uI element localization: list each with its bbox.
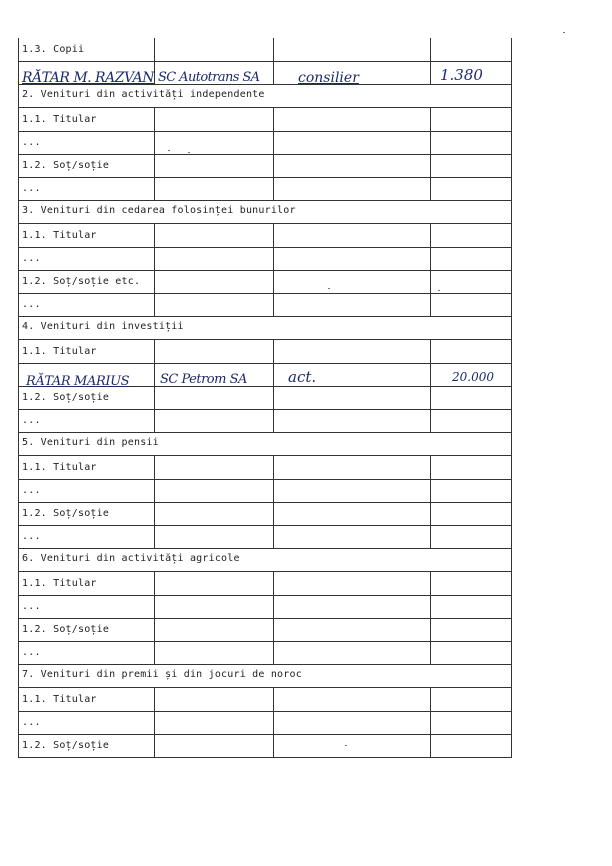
column-divider bbox=[18, 200, 19, 223]
column-divider bbox=[273, 61, 274, 84]
column-divider bbox=[18, 363, 19, 386]
column-divider bbox=[154, 177, 155, 200]
scan-speck bbox=[438, 290, 440, 291]
column-divider bbox=[273, 479, 274, 502]
column-divider bbox=[511, 154, 512, 177]
column-divider bbox=[511, 270, 512, 293]
handwritten-source-2: SC Petrom SA bbox=[160, 372, 247, 387]
handwritten-source-1: SC Autotrans SA bbox=[158, 70, 260, 85]
column-divider bbox=[273, 734, 274, 757]
column-divider bbox=[273, 456, 274, 479]
row-label: 1.2. Soț/soție bbox=[22, 740, 110, 751]
column-divider bbox=[511, 688, 512, 711]
column-divider bbox=[430, 340, 431, 363]
handwritten-name-2: RĂTAR MARIUS bbox=[26, 374, 130, 389]
column-divider bbox=[154, 595, 155, 618]
column-divider bbox=[18, 409, 19, 432]
table-row bbox=[18, 108, 512, 132]
column-divider bbox=[154, 247, 155, 270]
column-divider bbox=[511, 386, 512, 409]
section-header-row bbox=[18, 316, 512, 340]
scan-speck bbox=[345, 745, 347, 746]
column-divider bbox=[511, 618, 512, 641]
row-label: 1.3. Copii bbox=[22, 44, 85, 55]
column-divider bbox=[154, 61, 155, 84]
column-divider bbox=[18, 247, 19, 270]
table-row bbox=[18, 386, 512, 410]
row-label: ... bbox=[22, 600, 41, 612]
column-divider bbox=[430, 618, 431, 641]
row-label: ... bbox=[22, 531, 41, 543]
column-divider bbox=[18, 224, 19, 247]
column-divider bbox=[18, 595, 19, 618]
column-divider bbox=[273, 270, 274, 293]
column-divider bbox=[18, 131, 19, 154]
column-divider bbox=[18, 641, 19, 664]
column-divider bbox=[18, 386, 19, 409]
column-divider bbox=[511, 479, 512, 502]
column-divider bbox=[154, 293, 155, 316]
column-divider bbox=[154, 386, 155, 409]
column-divider bbox=[273, 572, 274, 595]
column-divider bbox=[511, 548, 512, 571]
section-title: 6. Venituri din activități agricole bbox=[22, 553, 240, 565]
column-divider bbox=[18, 525, 19, 548]
column-divider bbox=[154, 270, 155, 293]
column-divider bbox=[154, 688, 155, 711]
table-row bbox=[18, 247, 512, 271]
column-divider bbox=[273, 641, 274, 664]
row-label: 1.2. Soț/soție bbox=[22, 624, 110, 635]
column-divider bbox=[273, 38, 274, 61]
column-divider bbox=[18, 688, 19, 711]
column-divider bbox=[511, 61, 512, 84]
row-label: 1.2. Soț/soție bbox=[22, 160, 110, 171]
column-divider bbox=[154, 711, 155, 734]
row-label: ... bbox=[22, 647, 41, 659]
row-label: 1.1. Titular bbox=[22, 229, 97, 241]
column-divider bbox=[511, 525, 512, 548]
column-divider bbox=[511, 340, 512, 363]
column-divider bbox=[154, 108, 155, 131]
column-divider bbox=[430, 479, 431, 502]
section-header-row bbox=[18, 664, 512, 688]
column-divider bbox=[511, 664, 512, 687]
column-divider bbox=[430, 293, 431, 316]
column-divider bbox=[430, 641, 431, 664]
table-row bbox=[18, 502, 512, 526]
column-divider bbox=[511, 595, 512, 618]
column-divider bbox=[154, 618, 155, 641]
column-divider bbox=[430, 386, 431, 409]
column-divider bbox=[273, 108, 274, 131]
table-row bbox=[18, 595, 512, 619]
row-label: 1.1. Titular bbox=[22, 693, 97, 705]
section-title: 5. Venituri din pensii bbox=[22, 437, 159, 449]
column-divider bbox=[430, 711, 431, 734]
row-label: 1.1. Titular bbox=[22, 113, 97, 125]
table-row bbox=[18, 641, 512, 665]
table-row bbox=[18, 38, 512, 62]
scan-speck bbox=[168, 150, 170, 151]
handwritten-name-1: RĂTAR M. RAZVAN bbox=[22, 70, 154, 86]
column-divider bbox=[430, 734, 431, 757]
column-divider bbox=[511, 200, 512, 223]
column-divider bbox=[511, 363, 512, 386]
column-divider bbox=[154, 154, 155, 177]
table-row bbox=[18, 177, 512, 201]
row-label: ... bbox=[22, 484, 41, 496]
row-label: ... bbox=[22, 183, 41, 195]
row-label: 1.1. Titular bbox=[22, 345, 97, 357]
handwritten-service-1: consilier bbox=[298, 70, 359, 86]
handwritten-amount-1: 1.380 bbox=[440, 66, 483, 84]
column-divider bbox=[511, 641, 512, 664]
table-row bbox=[18, 409, 512, 433]
column-divider bbox=[18, 479, 19, 502]
column-divider bbox=[430, 108, 431, 131]
column-divider bbox=[18, 711, 19, 734]
table-row bbox=[18, 711, 512, 735]
column-divider bbox=[273, 224, 274, 247]
section-title: 2. Venituri din activități independente bbox=[22, 89, 265, 101]
table-row bbox=[18, 340, 512, 364]
column-divider bbox=[511, 734, 512, 757]
column-divider bbox=[273, 618, 274, 641]
column-divider bbox=[273, 502, 274, 525]
column-divider bbox=[430, 177, 431, 200]
table-row bbox=[18, 224, 512, 248]
column-divider bbox=[273, 131, 274, 154]
column-divider bbox=[154, 363, 155, 386]
column-divider bbox=[430, 572, 431, 595]
section-header-row bbox=[18, 548, 512, 572]
column-divider bbox=[18, 432, 19, 455]
row-label: ... bbox=[22, 136, 41, 148]
column-divider bbox=[18, 154, 19, 177]
row-label: 1.1. Titular bbox=[22, 461, 97, 473]
column-divider bbox=[511, 131, 512, 154]
column-divider bbox=[430, 456, 431, 479]
row-label: ... bbox=[22, 415, 41, 427]
column-divider bbox=[273, 525, 274, 548]
column-divider bbox=[154, 525, 155, 548]
column-divider bbox=[511, 293, 512, 316]
row-label: 1.1. Titular bbox=[22, 577, 97, 589]
column-divider bbox=[154, 38, 155, 61]
column-divider bbox=[430, 688, 431, 711]
column-divider bbox=[430, 270, 431, 293]
section-header-row bbox=[18, 200, 512, 224]
table-row bbox=[18, 293, 512, 317]
column-divider bbox=[430, 131, 431, 154]
table-row bbox=[18, 572, 512, 596]
column-divider bbox=[511, 432, 512, 455]
column-divider bbox=[18, 664, 19, 687]
column-divider bbox=[273, 340, 274, 363]
column-divider bbox=[18, 293, 19, 316]
column-divider bbox=[430, 154, 431, 177]
column-divider bbox=[511, 224, 512, 247]
table-row bbox=[18, 131, 512, 155]
column-divider bbox=[273, 177, 274, 200]
column-divider bbox=[430, 38, 431, 61]
column-divider bbox=[430, 595, 431, 618]
table-row bbox=[18, 525, 512, 549]
column-divider bbox=[18, 270, 19, 293]
section-header-row bbox=[18, 84, 512, 108]
scan-speck bbox=[188, 152, 190, 153]
column-divider bbox=[18, 734, 19, 757]
column-divider bbox=[511, 409, 512, 432]
column-divider bbox=[273, 154, 274, 177]
column-divider bbox=[430, 363, 431, 386]
column-divider bbox=[273, 711, 274, 734]
table-row bbox=[18, 479, 512, 503]
column-divider bbox=[430, 61, 431, 84]
column-divider bbox=[18, 84, 19, 107]
column-divider bbox=[154, 409, 155, 432]
column-divider bbox=[273, 386, 274, 409]
column-divider bbox=[18, 456, 19, 479]
column-divider bbox=[511, 177, 512, 200]
column-divider bbox=[273, 247, 274, 270]
column-divider bbox=[18, 618, 19, 641]
row-label: ... bbox=[22, 716, 41, 728]
column-divider bbox=[273, 595, 274, 618]
table-row bbox=[18, 618, 512, 642]
table-row bbox=[18, 734, 512, 758]
column-divider bbox=[511, 456, 512, 479]
section-title: 3. Venituri din cedarea folosinței bunurilor bbox=[22, 205, 296, 217]
table-row bbox=[18, 688, 512, 712]
column-divider bbox=[18, 108, 19, 131]
column-divider bbox=[511, 108, 512, 131]
column-divider bbox=[430, 247, 431, 270]
row-label: 1.2. Soț/soție bbox=[22, 508, 110, 519]
column-divider bbox=[154, 641, 155, 664]
handwritten-amount-2: 20.000 bbox=[452, 370, 494, 384]
column-divider bbox=[18, 177, 19, 200]
column-divider bbox=[430, 525, 431, 548]
column-divider bbox=[273, 409, 274, 432]
column-divider bbox=[18, 572, 19, 595]
section-header-row bbox=[18, 432, 512, 456]
column-divider bbox=[154, 572, 155, 595]
scan-speck bbox=[328, 288, 330, 289]
column-divider bbox=[430, 224, 431, 247]
column-divider bbox=[511, 711, 512, 734]
row-label: 1.2. Soț/soție etc. bbox=[22, 276, 141, 287]
row-label: 1.2. Soț/soție bbox=[22, 392, 110, 403]
scan-speck bbox=[563, 32, 565, 33]
row-label: ... bbox=[22, 252, 41, 264]
column-divider bbox=[154, 456, 155, 479]
section-title: 4. Venituri din investiții bbox=[22, 321, 184, 333]
column-divider bbox=[154, 340, 155, 363]
column-divider bbox=[18, 502, 19, 525]
row-label: ... bbox=[22, 299, 41, 311]
column-divider bbox=[154, 734, 155, 757]
column-divider bbox=[154, 224, 155, 247]
column-divider bbox=[154, 479, 155, 502]
column-divider bbox=[511, 502, 512, 525]
column-divider bbox=[511, 84, 512, 107]
table-row bbox=[18, 154, 512, 178]
column-divider bbox=[511, 316, 512, 339]
column-divider bbox=[273, 293, 274, 316]
column-divider bbox=[18, 316, 19, 339]
column-divider bbox=[511, 572, 512, 595]
column-divider bbox=[18, 38, 19, 61]
column-divider bbox=[511, 247, 512, 270]
column-divider bbox=[511, 38, 512, 61]
column-divider bbox=[273, 363, 274, 386]
column-divider bbox=[430, 502, 431, 525]
column-divider bbox=[154, 502, 155, 525]
section-title: 7. Venituri din premii și din jocuri de noroc bbox=[22, 669, 302, 681]
column-divider bbox=[430, 409, 431, 432]
handwritten-service-2: act. bbox=[288, 368, 317, 386]
table-row bbox=[18, 456, 512, 480]
column-divider bbox=[18, 61, 19, 84]
column-divider bbox=[273, 688, 274, 711]
column-divider bbox=[18, 548, 19, 571]
column-divider bbox=[154, 131, 155, 154]
column-divider bbox=[18, 340, 19, 363]
